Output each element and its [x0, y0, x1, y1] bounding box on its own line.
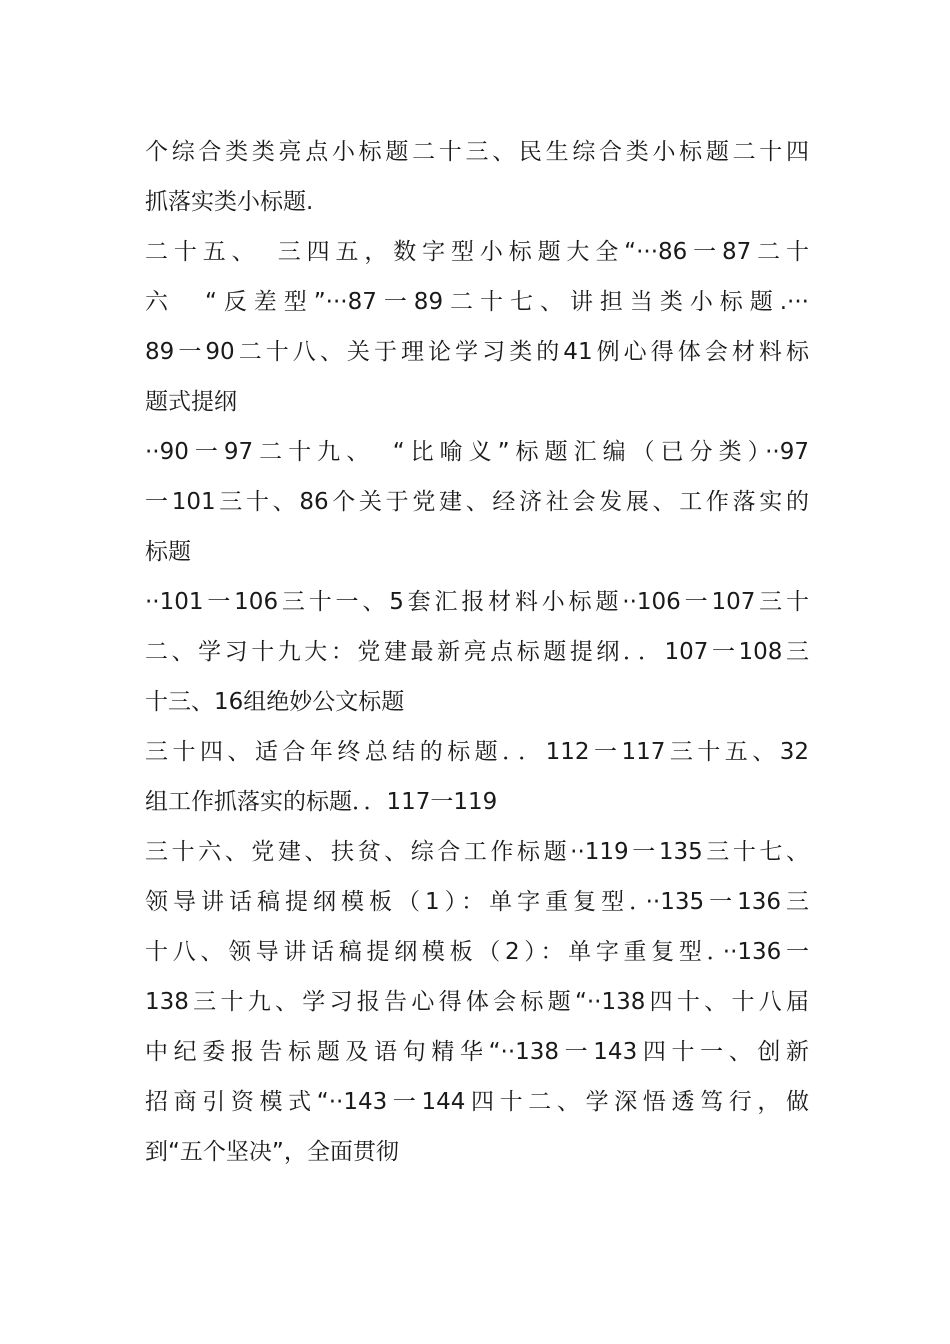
text-line: 十三、16组绝妙公文标题: [145, 689, 405, 715]
text-line: 个综合类类亮点小标题二十三、民生综合类小标题二十四: [145, 139, 809, 165]
text-line: 二十五、 三四五，数字型小标题大全“···86一87二十: [145, 239, 809, 265]
text-line: 题式提纲: [145, 389, 237, 415]
text-line: 三十四、适合年终总结的标题．．112一117三十五、32: [145, 739, 809, 765]
text-line: 一101三十、86个关于党建、经济社会发展、工作落实的: [145, 489, 809, 515]
text-line: 领导讲话稿提纲模板（1）：单字重复型．··135一136三: [145, 889, 809, 915]
text-line: 二、学习十九大：党建最新亮点标题提纲．．107一108三: [145, 639, 809, 665]
text-line: 十八、领导讲话稿提纲模板（2）：单字重复型．··136一: [145, 939, 809, 965]
text-line: 抓落实类小标题.: [145, 189, 314, 215]
text-line: 招商引资模式“··143一144四十二、学深悟透笃行，做: [145, 1089, 809, 1115]
text-line: 标题: [145, 539, 191, 565]
document-body: [145, 127, 809, 1177]
text-line: ··90一97二十九、 “比喻义”标题汇编（已分类）··97: [145, 439, 809, 465]
text-line: 中纪委报告标题及语句精华“··138一143四十一、创新: [145, 1039, 809, 1065]
text-line: 138三十九、学习报告心得体会标题“··138四十、十八届: [145, 989, 809, 1015]
text-line: 组工作抓落实的标题．．117一119: [145, 789, 498, 815]
text-line: 三十六、党建、扶贫、综合工作标题··119一135三十七、: [145, 839, 809, 865]
text-line: ··101一106三十一、5套汇报材料小标题··106一107三十: [145, 589, 809, 615]
text-line: 六 “反差型”···87一89二十七、讲担当类小标题.···: [145, 289, 809, 315]
text-line: 到“五个坚决”，全面贯彻: [145, 1139, 399, 1165]
text-line: 89一90二十八、关于理论学习类的41例心得体会材料标: [145, 339, 809, 365]
